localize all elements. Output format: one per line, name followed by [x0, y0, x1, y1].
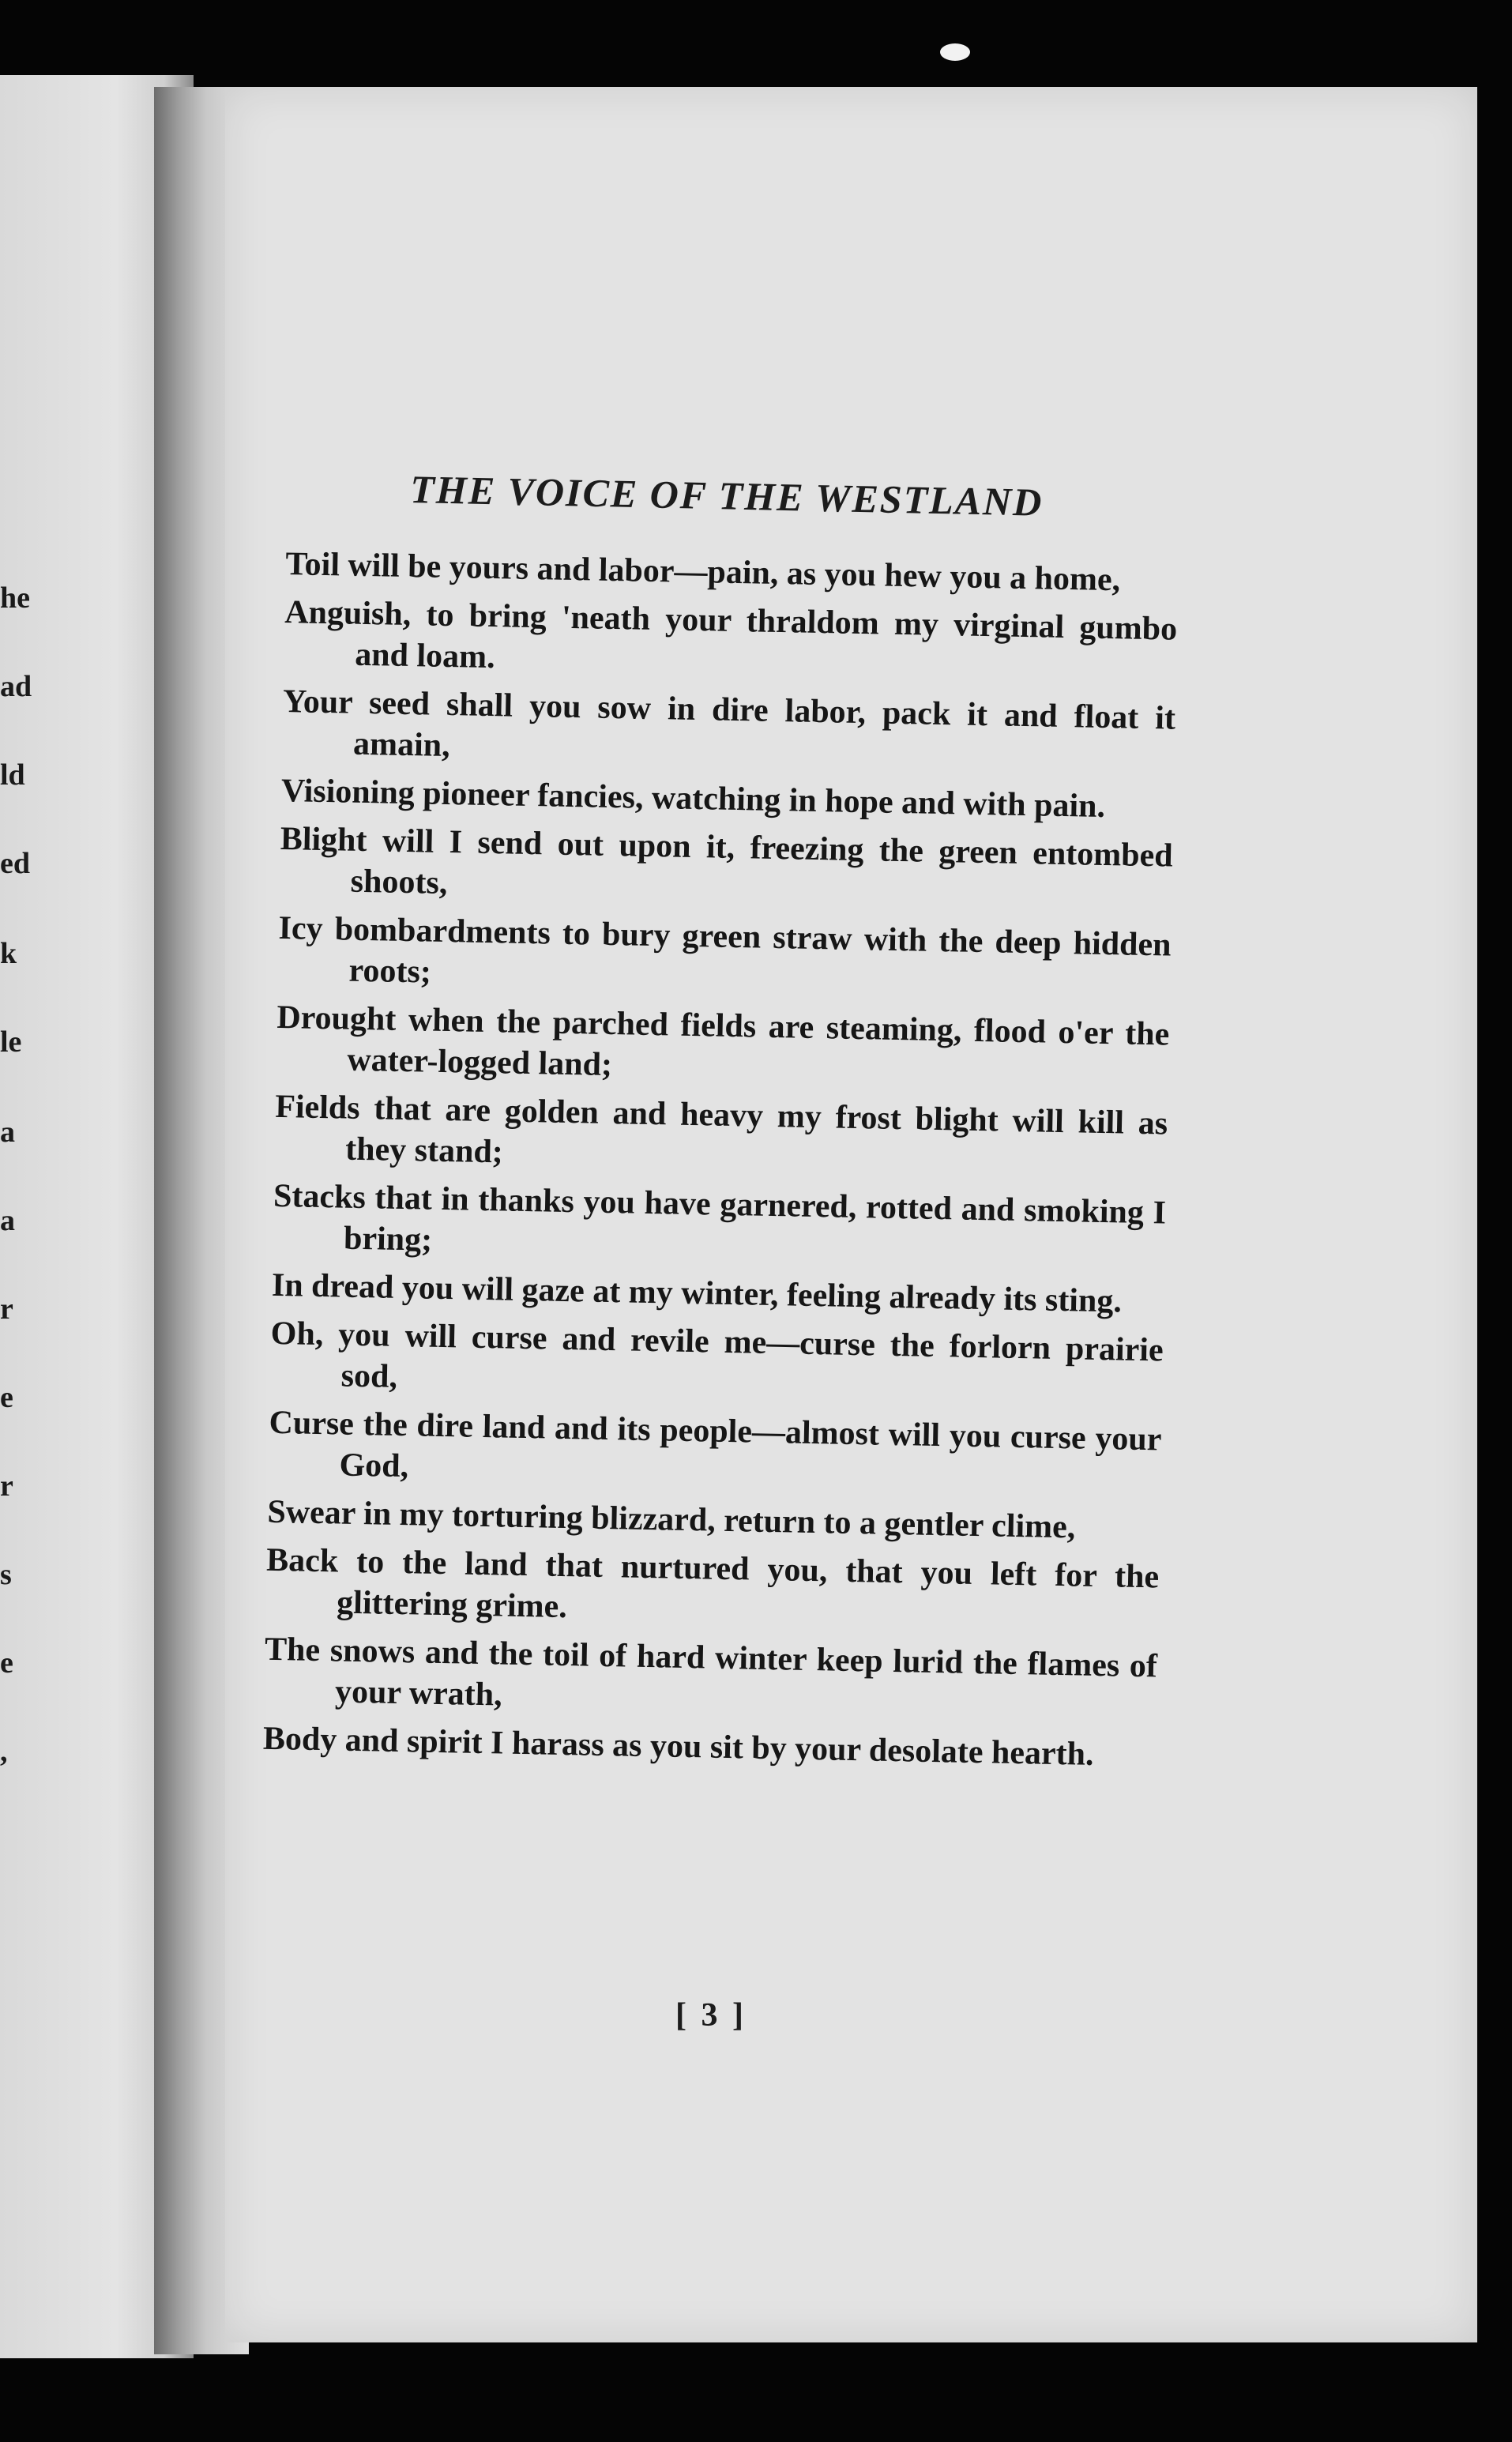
left-fragment: ed [0, 847, 30, 880]
page-number: [ 3 ] [675, 1997, 747, 2034]
poem-line: Curse the dire land and its people—almost will you curse your God, [269, 1404, 1162, 1485]
left-fragment: ld [0, 758, 25, 792]
poem-line: Drought when the parched fields are steaming, flood o'er the water-logged land; [276, 999, 1170, 1084]
left-fragment: , [0, 1735, 8, 1768]
poem-line: Body and spirit I harass as you sit by your desolate hearth. [262, 1720, 1094, 1773]
poem-line: Oh, you will curse and revile me—curse the forlorn prairie sod, [270, 1315, 1164, 1395]
left-fragment: a [0, 1116, 15, 1149]
page-title: THE VOICE OF THE WESTLAND [409, 466, 1044, 525]
poem-line: Visioning pioneer fancies, watching in hope and with pain. [280, 772, 1106, 825]
poem-line: The snows and the toil of hard winter keep lurid the flames of your wrath, [264, 1631, 1158, 1714]
left-fragment: le [0, 1025, 22, 1059]
poem-body [262, 544, 1179, 1783]
dust-speck [940, 43, 970, 61]
poem-line: Back to the land that nurtured you, that you left for the glittering grime. [265, 1541, 1160, 1626]
poem-line: Your seed shall you sow in dire labor, pack it and float it amain, [282, 683, 1176, 765]
left-fragment: e [0, 1646, 13, 1680]
left-fragment: e [0, 1381, 13, 1414]
left-fragment: r [0, 1292, 13, 1326]
left-fragment: r [0, 1469, 13, 1503]
poem-line: Anguish, to bring 'neath your thraldom my virginal gumbo and loam. [284, 593, 1178, 676]
poem-line: Toil will be yours and labor—pain, as you hew you a home, [285, 545, 1121, 599]
left-fragment: he [0, 581, 30, 615]
poem-line: Fields that are golden and heavy my frost blight will kill as they stand; [274, 1088, 1168, 1171]
poem-line: Swear in my torturing blizzard, return to a gentler clime, [267, 1493, 1076, 1546]
left-fragment: ad [0, 670, 32, 703]
poem-line: Icy bombardments to bury green straw with the deep hidden roots; [278, 909, 1172, 991]
poem-line: Blight will I send out upon it, freezing the green entombed shoots, [280, 820, 1174, 901]
left-fragment: a [0, 1204, 15, 1237]
left-fragment: k [0, 937, 17, 970]
poem-line: In dread you will gaze at my winter, feeling already its sting. [271, 1266, 1123, 1320]
poem-line: Stacks that in thanks you have garnered, rotted and smoking I bring; [273, 1177, 1167, 1259]
left-fragment: s [0, 1558, 12, 1591]
